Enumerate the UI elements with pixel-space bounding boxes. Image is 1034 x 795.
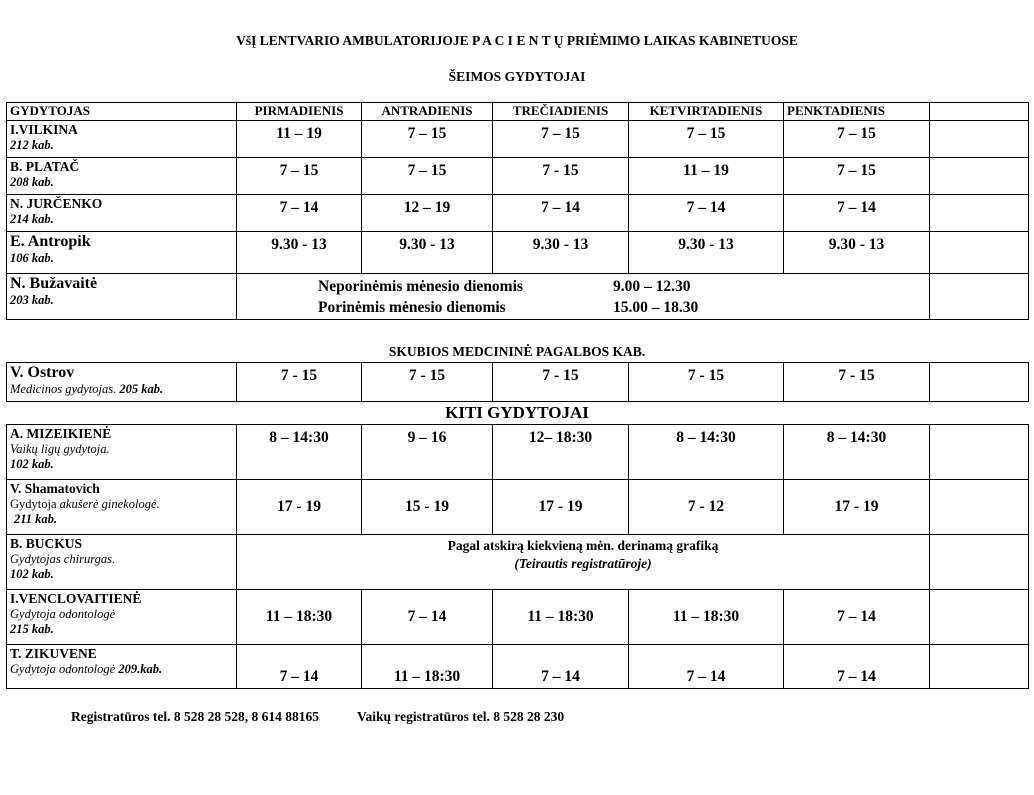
page-subtitle: ŠEIMOS GYDYTOJAI [448, 69, 586, 84]
empty-cell [930, 232, 1029, 274]
time-wed: 7 – 14 [493, 645, 629, 689]
doctor-name: V. Ostrov [10, 364, 75, 381]
col-header-tuesday: ANTRADIENIS [362, 103, 493, 121]
time-tue: 7 – 15 [362, 158, 493, 195]
registry-phone: Registratūros tel. 8 528 28 528, 8 614 88165 [71, 709, 319, 724]
time-mon: 7 - 15 [237, 363, 362, 402]
time-fri: 7 – 15 [784, 121, 930, 158]
time-wed: 7 – 15 [493, 121, 629, 158]
doctor-cell [7, 121, 237, 158]
time-thu: 7 – 15 [629, 121, 784, 158]
time-fri: 7 - 15 [784, 363, 930, 402]
doctor-role: Vaikų ligų gydytoja. [10, 442, 110, 456]
time-tue: 9.30 - 13 [362, 232, 493, 274]
schedule-note-line1: Pagal atskirą kiekvieną mėn. derinamą grafiką [447, 538, 719, 553]
time-thu: 9.30 - 13 [629, 232, 784, 274]
even-days-label: Porinėmis mėnesio dienomis [318, 299, 506, 316]
time-mon: 7 – 14 [237, 645, 362, 689]
emergency-table [6, 362, 1029, 402]
doctor-room: 102 kab. [10, 567, 54, 581]
time-mon: 17 - 19 [237, 480, 362, 535]
table-row [7, 195, 1029, 232]
table-row [7, 425, 1029, 480]
doctor-cell [7, 195, 237, 232]
doctor-name: N. Bužavaitė [10, 275, 98, 292]
doctor-name: V. Shamatovich [10, 481, 100, 496]
time-wed: 9.30 - 13 [493, 232, 629, 274]
footer-phones [71, 709, 564, 725]
doctor-cell [7, 480, 237, 535]
table-row [7, 480, 1029, 535]
doctor-room: 214 kab. [10, 212, 54, 226]
doctor-cell [7, 232, 237, 274]
odd-days-label: Neporinėmis mėnesio dienomis [318, 278, 523, 295]
family-doctors-table [6, 102, 1029, 320]
other-doctors-table [6, 424, 1029, 689]
time-tue: 15 - 19 [362, 480, 493, 535]
time-tue: 9 – 16 [362, 425, 493, 480]
time-fri: 7 – 15 [784, 158, 930, 195]
odd-even-schedule [237, 274, 930, 320]
time-tue: 7 – 14 [362, 590, 493, 645]
time-wed: 7 - 15 [493, 363, 629, 402]
time-thu: 11 – 19 [629, 158, 784, 195]
doctor-name: B. BUCKUS [10, 536, 83, 551]
time-thu: 7 - 15 [629, 363, 784, 402]
doctor-role: Gydytoja akušerė ginekologė. [10, 497, 160, 511]
time-fri: 17 - 19 [784, 480, 930, 535]
time-tue: 7 – 15 [362, 121, 493, 158]
empty-cell [930, 274, 1029, 320]
doctor-room: 203 kab. [10, 293, 54, 307]
time-fri: 9.30 - 13 [784, 232, 930, 274]
col-header-thursday: KETVIRTADIENIS [629, 103, 784, 121]
doctor-name: E. Antropik [10, 233, 91, 250]
time-mon: 11 – 18:30 [237, 590, 362, 645]
doctor-cell [7, 535, 237, 590]
time-wed: 12– 18:30 [493, 425, 629, 480]
doctor-role: Gydytoja odontologė [10, 607, 116, 621]
time-wed: 11 – 18:30 [493, 590, 629, 645]
empty-cell [930, 590, 1029, 645]
time-fri: 7 – 14 [784, 195, 930, 232]
even-days-hours: 15.00 – 18.30 [613, 299, 699, 316]
col-header-doctor: GYDYTOJAS [7, 103, 237, 121]
col-header-empty [930, 103, 1029, 121]
table-row [7, 363, 1029, 402]
table-row [7, 645, 1029, 689]
schedule-note [237, 535, 930, 590]
doctor-name: B. PLATAČ [10, 159, 80, 174]
table-row [7, 232, 1029, 274]
table-row [7, 590, 1029, 645]
doctor-role: Gydytoja odontologė 209.kab. [10, 662, 163, 676]
time-fri: 7 – 14 [784, 645, 930, 689]
doctor-name: I.VENCLOVAITIENĖ [10, 591, 142, 606]
col-header-wednesday: TREČIADIENIS [493, 103, 629, 121]
doctor-role: Medicinos gydytojas. 205 kab. [10, 382, 164, 396]
time-thu: 8 – 14:30 [629, 425, 784, 480]
kids-registry-phone: Vaikų registratūros tel. 8 528 28 230 [356, 709, 565, 724]
doctor-name: I.VILKINA [10, 122, 78, 137]
time-tue: 12 – 19 [362, 195, 493, 232]
doctor-room: 211 kab. [14, 512, 58, 526]
doctor-cell [7, 274, 237, 320]
odd-days-hours: 9.00 – 12.30 [613, 278, 691, 295]
time-wed: 17 - 19 [493, 480, 629, 535]
table-row [7, 274, 1029, 320]
schedule-note-line2: (Teirautis registratūroje) [514, 556, 652, 571]
time-tue: 11 – 18:30 [362, 645, 493, 689]
doctor-room: 102 kab. [10, 457, 54, 471]
emergency-section-title: SKUBIOS MEDCININĖ PAGALBOS KAB. [388, 344, 646, 359]
time-mon: 7 – 15 [237, 158, 362, 195]
doctor-room: 106 kab. [10, 251, 54, 265]
doctor-name: A. MIZEIKIENĖ [10, 426, 112, 441]
time-fri: 8 – 14:30 [784, 425, 930, 480]
doctor-cell [7, 363, 237, 402]
time-wed: 7 – 14 [493, 195, 629, 232]
empty-cell [930, 645, 1029, 689]
time-wed: 7 - 15 [493, 158, 629, 195]
other-doctors-title: KITI GYDYTOJAI [445, 403, 589, 422]
time-mon: 11 – 19 [237, 121, 362, 158]
doctor-cell [7, 590, 237, 645]
empty-cell [930, 480, 1029, 535]
empty-cell [930, 121, 1029, 158]
table-row [7, 535, 1029, 590]
time-fri: 7 – 14 [784, 590, 930, 645]
page-title: VšĮ LENTVARIO AMBULATORIJOJE P A C I E N T Ų PRIĖMIMO LAIKAS KABINETUOSE [236, 33, 798, 48]
time-tue: 7 - 15 [362, 363, 493, 402]
doctor-room: 215 kab. [10, 622, 54, 636]
empty-cell [930, 363, 1029, 402]
empty-cell [930, 158, 1029, 195]
doctor-cell [7, 425, 237, 480]
doctor-cell [7, 158, 237, 195]
time-mon: 8 – 14:30 [237, 425, 362, 480]
col-header-monday: PIRMADIENIS [237, 103, 362, 121]
empty-cell [930, 535, 1029, 590]
doctor-role: Gydytojas chirurgas. [10, 552, 116, 566]
time-thu: 11 – 18:30 [629, 590, 784, 645]
doctor-cell [7, 645, 237, 689]
doctor-room: 212 kab. [10, 138, 54, 152]
time-mon: 9.30 - 13 [237, 232, 362, 274]
time-mon: 7 – 14 [237, 195, 362, 232]
empty-cell [930, 425, 1029, 480]
doctor-room: 208 kab. [10, 175, 54, 189]
doctor-name: N. JURČENKO [10, 196, 103, 211]
col-header-friday: PENKTADIENIS [784, 103, 930, 121]
table-row [7, 158, 1029, 195]
time-thu: 7 – 14 [629, 195, 784, 232]
table-row [7, 121, 1029, 158]
doctor-name: T. ZIKUVENE [10, 646, 97, 661]
time-thu: 7 – 14 [629, 645, 784, 689]
time-thu: 7 - 12 [629, 480, 784, 535]
empty-cell [930, 195, 1029, 232]
